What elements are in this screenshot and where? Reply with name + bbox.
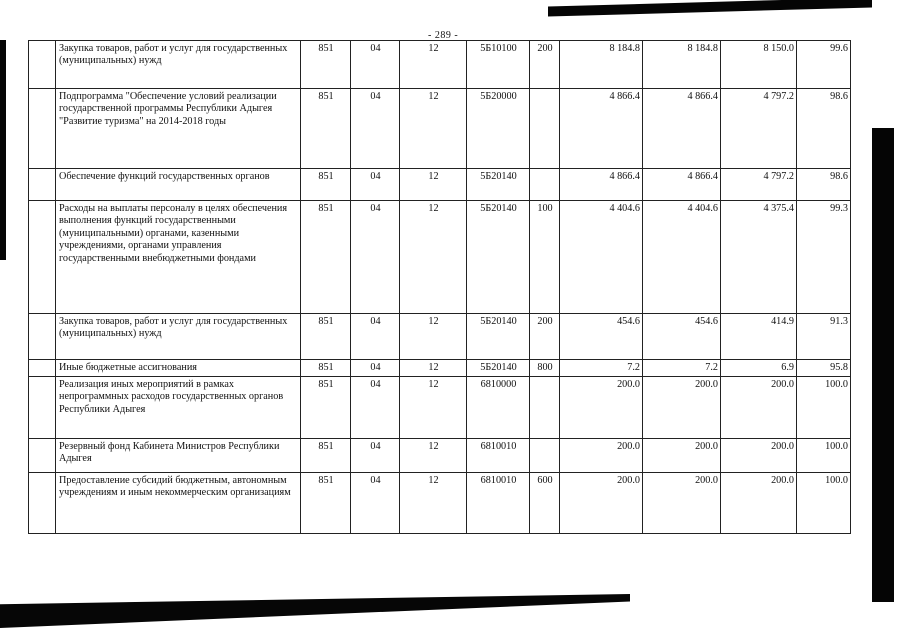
executed-amount-cell: 8 150.0 [721,41,797,89]
refined-amount-cell: 7.2 [643,360,721,377]
row-number-cell [29,439,56,473]
executed-amount-cell: 4 797.2 [721,169,797,201]
row-number-cell [29,201,56,314]
target-article-cell: 5Б20140 [467,360,530,377]
expense-name-cell: Обеспечение функций государственных органов [56,169,301,201]
approved-amount-cell: 200.0 [560,473,643,534]
section-cell: 04 [351,439,400,473]
expense-type-cell: 200 [530,314,560,360]
expense-type-cell [530,89,560,169]
executed-amount-cell: 200.0 [721,377,797,439]
approved-amount-cell: 454.6 [560,314,643,360]
budget-table [28,40,851,534]
section-cell: 04 [351,169,400,201]
row-number-cell [29,473,56,534]
executed-amount-cell: 414.9 [721,314,797,360]
expense-type-cell [530,169,560,201]
execution-percent-cell: 98.6 [797,89,851,169]
expense-type-cell [530,439,560,473]
subsection-cell: 12 [400,439,467,473]
target-article-cell: 5Б20140 [467,314,530,360]
execution-percent-cell: 98.6 [797,169,851,201]
target-article-cell: 5Б20000 [467,89,530,169]
grbs-cell: 851 [301,201,351,314]
executed-amount-cell: 200.0 [721,439,797,473]
row-number-cell [29,89,56,169]
table-row [29,439,851,473]
table-row [29,89,851,169]
section-cell: 04 [351,360,400,377]
refined-amount-cell: 200.0 [643,439,721,473]
expense-name-cell: Реализация иных мероприятий в рамках непрограммных расходов государственных органов Республики Адыгея [56,377,301,439]
scan-edge-shadow-top [548,0,872,17]
section-cell: 04 [351,377,400,439]
expense-name-cell: Предоставление субсидий бюджетным, автономным учреждениям и иным некоммерческим организациям [56,473,301,534]
execution-percent-cell: 99.6 [797,41,851,89]
scan-edge-shadow-right [872,128,894,602]
approved-amount-cell: 8 184.8 [560,41,643,89]
section-cell: 04 [351,314,400,360]
expense-name-cell: Резервный фонд Кабинета Министров Республики Адыгея [56,439,301,473]
table-row [29,41,851,89]
approved-amount-cell: 200.0 [560,439,643,473]
expense-type-cell: 800 [530,360,560,377]
expense-type-cell: 600 [530,473,560,534]
target-article-cell: 6810000 [467,377,530,439]
target-article-cell: 5Б20140 [467,169,530,201]
section-cell: 04 [351,89,400,169]
subsection-cell: 12 [400,201,467,314]
subsection-cell: 12 [400,89,467,169]
approved-amount-cell: 200.0 [560,377,643,439]
grbs-cell: 851 [301,89,351,169]
execution-percent-cell: 100.0 [797,473,851,534]
subsection-cell: 12 [400,41,467,89]
refined-amount-cell: 454.6 [643,314,721,360]
row-number-cell [29,360,56,377]
subsection-cell: 12 [400,314,467,360]
grbs-cell: 851 [301,360,351,377]
expense-type-cell: 100 [530,201,560,314]
refined-amount-cell: 4 866.4 [643,169,721,201]
target-article-cell: 5Б10100 [467,41,530,89]
scan-edge-shadow-bottom [0,594,630,628]
table-row [29,360,851,377]
table-row [29,169,851,201]
expense-name-cell: Закупка товаров, работ и услуг для государственных (муниципальных) нужд [56,41,301,89]
row-number-cell [29,169,56,201]
expense-name-cell: Подпрограмма "Обеспечение условий реализации государственной программы Республики Адыгея "Развитие туризма" на 2014-2018 годы [56,89,301,169]
grbs-cell: 851 [301,314,351,360]
refined-amount-cell: 200.0 [643,377,721,439]
expense-type-cell: 200 [530,41,560,89]
table-row [29,377,851,439]
target-article-cell: 6810010 [467,473,530,534]
page-number: - 289 - [428,30,459,41]
subsection-cell: 12 [400,169,467,201]
executed-amount-cell: 6.9 [721,360,797,377]
refined-amount-cell: 8 184.8 [643,41,721,89]
approved-amount-cell: 4 866.4 [560,169,643,201]
table-row [29,473,851,534]
subsection-cell: 12 [400,377,467,439]
refined-amount-cell: 200.0 [643,473,721,534]
execution-percent-cell: 99.3 [797,201,851,314]
subsection-cell: 12 [400,473,467,534]
expense-name-cell: Закупка товаров, работ и услуг для государственных (муниципальных) нужд [56,314,301,360]
refined-amount-cell: 4 866.4 [643,89,721,169]
grbs-cell: 851 [301,377,351,439]
execution-percent-cell: 95.8 [797,360,851,377]
subsection-cell: 12 [400,360,467,377]
grbs-cell: 851 [301,439,351,473]
expense-name-cell: Иные бюджетные ассигнования [56,360,301,377]
target-article-cell: 6810010 [467,439,530,473]
section-cell: 04 [351,41,400,89]
approved-amount-cell: 4 404.6 [560,201,643,314]
section-cell: 04 [351,473,400,534]
approved-amount-cell: 4 866.4 [560,89,643,169]
row-number-cell [29,41,56,89]
scan-edge-shadow-left [0,40,6,260]
grbs-cell: 851 [301,473,351,534]
row-number-cell [29,314,56,360]
executed-amount-cell: 200.0 [721,473,797,534]
expense-type-cell [530,377,560,439]
execution-percent-cell: 100.0 [797,377,851,439]
execution-percent-cell: 91.3 [797,314,851,360]
grbs-cell: 851 [301,169,351,201]
section-cell: 04 [351,201,400,314]
executed-amount-cell: 4 375.4 [721,201,797,314]
table-row [29,201,851,314]
row-number-cell [29,377,56,439]
approved-amount-cell: 7.2 [560,360,643,377]
table-row [29,314,851,360]
execution-percent-cell: 100.0 [797,439,851,473]
expense-name-cell: Расходы на выплаты персоналу в целях обеспечения выполнения функций государственными (муниципальными) органами, казенными учреждениями, органами управления государственными внебюджетными фондами [56,201,301,314]
target-article-cell: 5Б20140 [467,201,530,314]
executed-amount-cell: 4 797.2 [721,89,797,169]
refined-amount-cell: 4 404.6 [643,201,721,314]
grbs-cell: 851 [301,41,351,89]
